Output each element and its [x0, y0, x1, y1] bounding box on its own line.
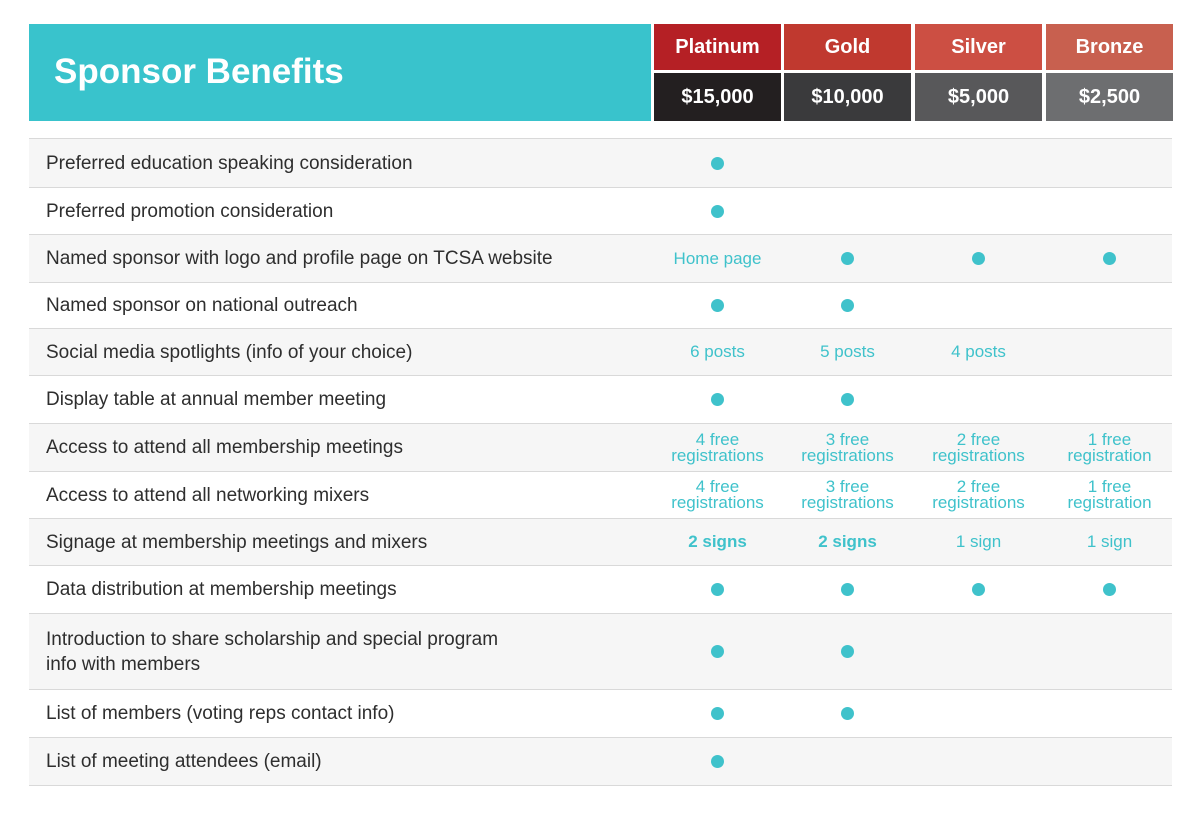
benefit-cell-silver: [915, 376, 1042, 423]
benefit-cell-bronze: [1046, 283, 1173, 328]
benefit-cell-platinum: [654, 283, 781, 328]
benefit-label: Named sponsor on national outreach: [46, 295, 358, 316]
benefit-cell-gold: [784, 472, 911, 518]
benefit-value: 2 free registrations: [932, 477, 1025, 512]
benefit-cell-silver: [915, 566, 1042, 613]
benefit-cell-bronze: [1046, 329, 1173, 375]
included-dot-icon: [841, 299, 854, 312]
benefit-cell-bronze: [1046, 738, 1173, 785]
benefit-label: Display table at annual member meeting: [46, 389, 387, 410]
included-dot-icon: [711, 299, 724, 312]
benefit-value: 3 free registrations: [801, 477, 894, 512]
benefit-cell-platinum: [654, 519, 781, 565]
benefit-cell-platinum: [654, 376, 781, 423]
benefit-cell-silver: [915, 283, 1042, 328]
benefit-row: [29, 329, 1172, 376]
benefit-label: Named sponsor with logo and profile page on TCSA website: [46, 248, 553, 269]
benefit-cell-gold: [784, 376, 911, 423]
benefit-cell-platinum: [654, 139, 781, 187]
benefit-value: 4 free registrations: [671, 477, 764, 512]
benefit-cell-gold: [784, 519, 911, 565]
benefit-row: [29, 139, 1172, 188]
benefit-cell-silver: [915, 614, 1042, 689]
benefit-label: Preferred promotion consideration: [46, 200, 334, 222]
benefit-row: [29, 519, 1172, 566]
benefit-cell-gold: [784, 188, 911, 234]
benefit-value: 1 free registration: [1067, 477, 1152, 512]
included-dot-icon: [972, 583, 985, 596]
included-dot-icon: [1103, 583, 1116, 596]
benefit-cell-gold: [784, 566, 911, 613]
benefit-cell-silver: [915, 188, 1042, 234]
tier-name-platinum: Platinum: [654, 24, 781, 70]
included-dot-icon: [711, 583, 724, 596]
benefit-cell-platinum: [654, 738, 781, 785]
benefit-cell-bronze: [1046, 566, 1173, 613]
title-banner: [29, 24, 651, 121]
benefit-value: 5 posts: [820, 342, 875, 361]
benefit-value: 1 sign: [1086, 532, 1133, 551]
benefit-cell-bronze: [1046, 472, 1173, 518]
benefit-cell-gold: [784, 329, 911, 375]
tier-name-gold: Gold: [784, 24, 911, 70]
benefit-cell-bronze: [1046, 139, 1173, 187]
benefit-label: Preferred education speaking consideration: [46, 152, 413, 174]
benefit-label: List of meeting attendees (email): [46, 751, 322, 772]
benefit-cell-bronze: [1046, 690, 1173, 737]
benefit-value: 1 sign: [955, 532, 1002, 551]
benefit-value: 4 free registrations: [671, 429, 764, 465]
benefit-row: [29, 235, 1172, 283]
tier-bronze: [1046, 24, 1173, 121]
benefit-row: [29, 424, 1172, 472]
benefit-cell-bronze: [1046, 424, 1173, 471]
benefit-value: 4 posts: [951, 342, 1006, 361]
benefit-cell-platinum: [654, 188, 781, 234]
included-dot-icon: [841, 393, 854, 406]
benefit-cell-platinum: [654, 690, 781, 737]
benefit-cell-silver: [915, 235, 1042, 282]
benefit-cell-bronze: [1046, 235, 1173, 282]
benefit-label: Signage at membership meetings and mixers: [46, 531, 428, 553]
benefit-value: 2 signs: [688, 532, 747, 551]
benefit-row: [29, 566, 1172, 614]
benefit-cell-bronze: [1046, 376, 1173, 423]
benefit-cell-silver: [915, 139, 1042, 187]
benefit-row: [29, 376, 1172, 424]
included-dot-icon: [711, 157, 724, 170]
page-title: Sponsor Benefits: [54, 51, 344, 91]
benefit-cell-silver: [915, 472, 1042, 518]
tier-price-gold: $10,000: [784, 73, 911, 121]
benefit-cell-gold: [784, 283, 911, 328]
benefit-label: Social media spotlights (info of your choice): [46, 341, 413, 363]
benefit-cell-silver: [915, 424, 1042, 471]
benefit-label: List of members (voting reps contact info): [46, 703, 395, 724]
tier-price-silver: $5,000: [915, 73, 1042, 121]
tier-platinum: [654, 24, 781, 121]
benefit-cell-gold: [784, 139, 911, 187]
benefit-row: [29, 614, 1172, 690]
benefit-cell-platinum: [654, 424, 781, 471]
benefit-cell-gold: [784, 738, 911, 785]
benefit-cell-platinum: [654, 614, 781, 689]
benefit-row: [29, 690, 1172, 738]
included-dot-icon: [1103, 252, 1116, 265]
benefit-row: [29, 738, 1172, 786]
tier-price-bronze: $2,500: [1046, 73, 1173, 121]
benefit-cell-platinum: [654, 235, 781, 282]
benefit-cell-gold: [784, 614, 911, 689]
benefit-cell-gold: [784, 690, 911, 737]
benefit-label: Access to attend all membership meetings: [46, 437, 403, 458]
benefit-cell-platinum: [654, 566, 781, 613]
benefit-value: Home page: [673, 248, 762, 268]
included-dot-icon: [711, 393, 724, 406]
benefit-cell-platinum: [654, 472, 781, 518]
included-dot-icon: [711, 205, 724, 218]
tier-name-bronze: Bronze: [1046, 24, 1173, 70]
benefit-cell-silver: [915, 738, 1042, 785]
benefit-value: 6 posts: [690, 342, 745, 361]
included-dot-icon: [841, 252, 854, 265]
tier-silver: [915, 24, 1042, 121]
tier-price-platinum: $15,000: [654, 73, 781, 121]
benefit-cell-bronze: [1046, 188, 1173, 234]
benefit-row: [29, 283, 1172, 329]
benefit-cell-gold: [784, 424, 911, 471]
benefit-value: 3 free registrations: [801, 429, 894, 465]
benefit-label: Introduction to share scholarship and special program info with members: [46, 628, 499, 675]
benefit-cell-bronze: [1046, 614, 1173, 689]
tier-gold: [784, 24, 911, 121]
benefit-label: Data distribution at membership meetings: [46, 579, 397, 600]
benefit-value: 1 free registration: [1067, 429, 1152, 465]
benefit-value: 2 signs: [818, 532, 877, 551]
included-dot-icon: [841, 645, 854, 658]
benefit-cell-gold: [784, 235, 911, 282]
benefit-cell-platinum: [654, 329, 781, 375]
benefit-cell-silver: [915, 329, 1042, 375]
benefit-cell-silver: [915, 519, 1042, 565]
benefit-cell-silver: [915, 690, 1042, 737]
included-dot-icon: [841, 583, 854, 596]
included-dot-icon: [711, 707, 724, 720]
included-dot-icon: [711, 755, 724, 768]
included-dot-icon: [841, 707, 854, 720]
included-dot-icon: [711, 645, 724, 658]
benefit-cell-bronze: [1046, 519, 1173, 565]
benefit-value: 2 free registrations: [932, 429, 1025, 465]
included-dot-icon: [972, 252, 985, 265]
benefit-row: [29, 188, 1172, 235]
tier-name-silver: Silver: [915, 24, 1042, 70]
benefit-label: Access to attend all networking mixers: [46, 484, 370, 506]
benefit-row: [29, 472, 1172, 519]
